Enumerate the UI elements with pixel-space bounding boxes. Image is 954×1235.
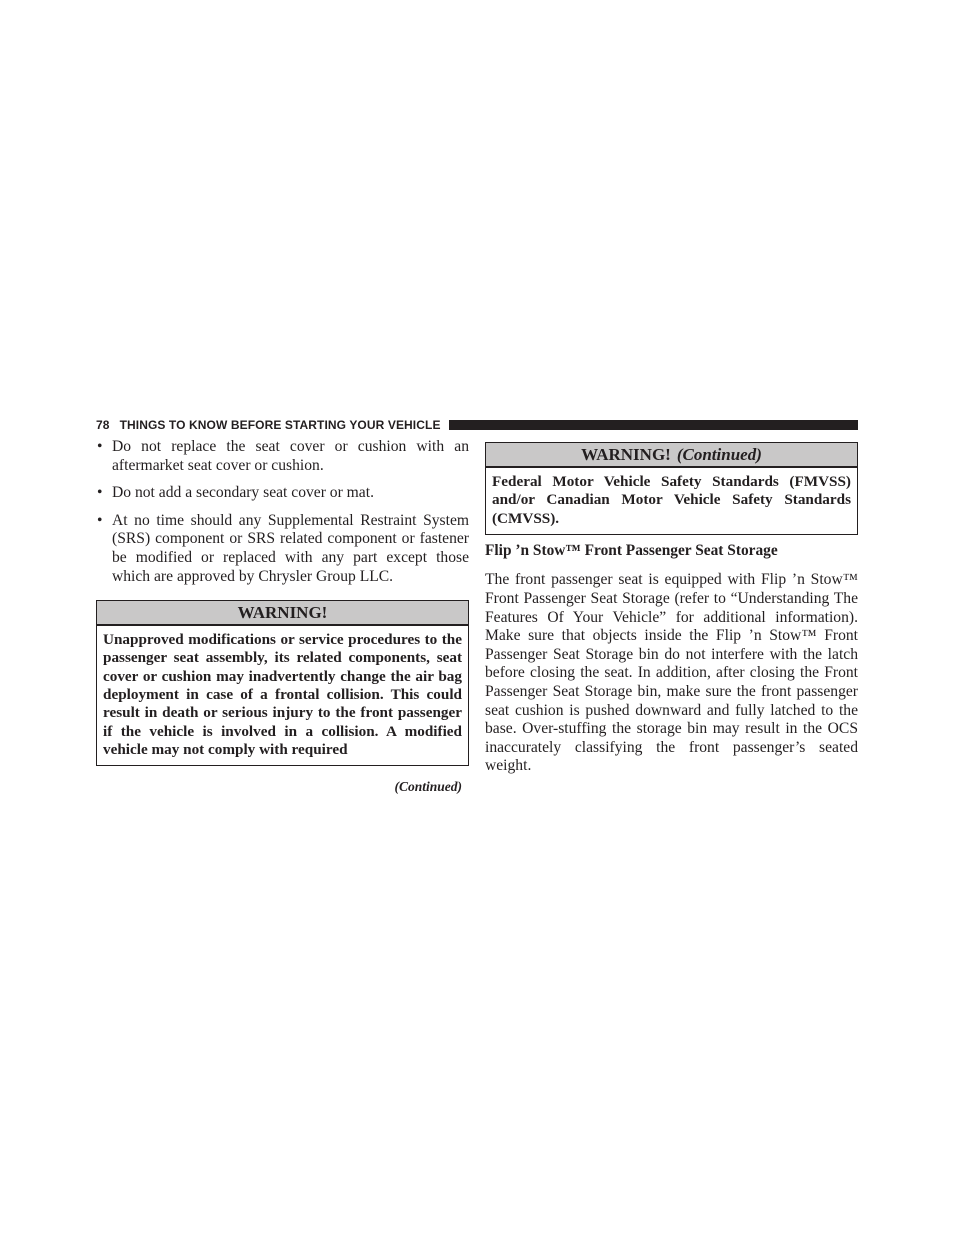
left-column — [96, 438, 469, 797]
warning-continued-box — [485, 442, 858, 535]
warning-continued-label: (Continued) — [676, 445, 762, 464]
bullet-item: • Do not replace the seat cover or cushion with an aftermarket seat cover or cushion. — [96, 438, 469, 475]
chapter-title: THINGS TO KNOW BEFORE STARTING YOUR VEHICLE — [119, 418, 441, 432]
warning-body: Federal Motor Vehicle Safety Standards (FMVSS) and/or Canadian Motor Vehicle Safety Standards (CMVSS). — [492, 473, 851, 527]
header-rule — [449, 420, 858, 430]
page-header — [96, 417, 858, 433]
continued-note: (Continued) — [394, 779, 462, 795]
warning-title: WARNING! — [237, 603, 328, 623]
warning-heading — [97, 601, 468, 626]
warning-heading — [486, 443, 857, 468]
bullet-item: • At no time should any Supplemental Restraint System (SRS) component or SRS related component or fastener be modified or replaced with any part except those which are approved by Chrysler Group LLC. — [96, 512, 469, 586]
bullet-list — [96, 438, 469, 586]
bullet-item: • Do not add a secondary seat cover or mat. — [96, 484, 469, 503]
section-heading: Flip ’n Stow™ Front Passenger Seat Storage — [485, 541, 778, 559]
body-paragraph: The front passenger seat is equipped with Flip ’n Stow™ Front Passenger Seat Storage (refer to “Understanding The Features Of Your Vehicle” for additional information). Make sure that objects inside the Flip ’n Stow™ Front Passenger Seat Storage bin do not interfere with the latch before closing the seat. In addition, after closing the Front Passenger Seat Storage bin, make sure the front passenger seat cushion is pushed downward and fully latched to the base. Over-stuffing the storage bin may result in the OCS inaccurately classifying the front passenger’s seated weight. — [485, 571, 858, 775]
warning-title: WARNING! — [581, 445, 671, 464]
page-number: 78 — [96, 418, 110, 432]
warning-body: Unapproved modifications or service procedures to the passenger seat assembly, its related components, seat cover or cushion may inadvertently change the air bag deployment in case of a frontal collision. This could result in death or serious injury to the front passenger if the vehicle is involved in a collision. A modified vehicle may not comply with required — [103, 631, 462, 758]
warning-box — [96, 600, 469, 766]
right-column — [485, 442, 858, 776]
